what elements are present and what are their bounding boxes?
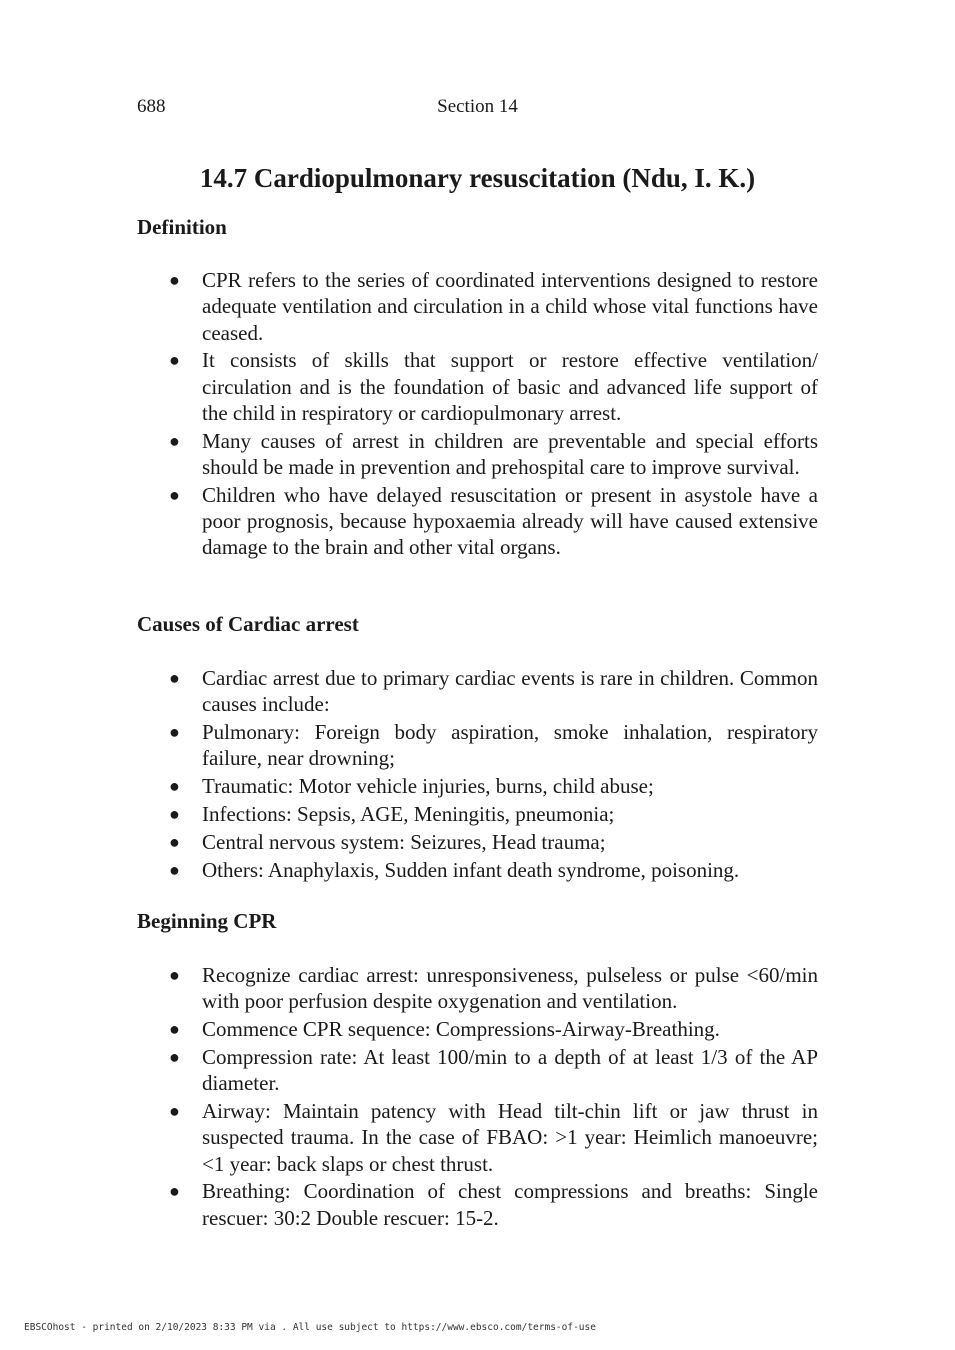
list-item (137, 267, 818, 346)
list-item-text: Cardiac arrest due to primary cardiac events is rare in children. Common causes include: (202, 666, 818, 717)
bullet-icon: ● (169, 803, 180, 824)
list-item-text: Traumatic: Motor vehicle injuries, burns, child abuse; (202, 774, 654, 799)
bullet-icon: ● (169, 722, 180, 743)
list-item-text: Recognize cardiac arrest: unresponsiveness, pulseless or pulse <60/min with poor perfusion despite oxygenation and ventilation. (202, 963, 818, 1014)
page-title: 14.7 Cardiopulmonary resuscitation (Ndu, I. K.) (199, 163, 756, 193)
list-item-text: Children who have delayed resuscitation or present in asystole have a poor prognosis, because hypoxaemia already will have caused extensive damage to the brain and other vital organs. (202, 482, 818, 560)
list-item-text: Pulmonary: Foreign body aspiration, smoke inhalation, respiratory failure, near drowning; (202, 720, 818, 771)
running-head: Section 14 (437, 96, 518, 117)
list-item-text: Central nervous system: Seizures, Head trauma; (202, 829, 606, 854)
list-item (137, 1044, 818, 1097)
bullet-icon: ● (169, 1100, 180, 1121)
list-item (137, 1178, 818, 1231)
list-item (137, 962, 818, 1015)
list-item (137, 719, 818, 772)
section-heading-causes: Causes of Cardiac arrest (137, 612, 359, 636)
list-item-text: Many causes of arrest in children are preventable and special efforts should be made in prevention and prehospital care to improve survival. (202, 428, 818, 480)
list-item (137, 428, 818, 481)
list-item (137, 857, 818, 883)
list-item (137, 829, 818, 855)
list-item (137, 801, 818, 827)
bullet-icon: ● (169, 668, 180, 688)
list-item (137, 482, 818, 561)
beginning-cpr-list (137, 962, 818, 1232)
list-item (137, 1016, 818, 1042)
list-item-text: Commence CPR sequence: Compressions-Airway-Breathing. (202, 1017, 720, 1042)
bullet-icon: ● (169, 484, 180, 505)
list-item (137, 665, 818, 718)
section-heading-beginning-cpr: Beginning CPR (137, 909, 277, 933)
list-item (137, 1098, 818, 1177)
bullet-icon: ● (169, 1046, 180, 1067)
section-heading-definition: Definition (137, 215, 227, 239)
list-item (137, 347, 818, 426)
page-number: 688 (137, 96, 166, 117)
causes-list (137, 665, 818, 884)
list-item (137, 773, 818, 799)
list-item-text: Airway: Maintain patency with Head tilt-chin lift or jaw thrust in suspected trauma. In the case of FBAO: >1 year: Heimlich manoeuvre; <1 year: back slaps or chest thrust. (202, 1098, 818, 1176)
bullet-icon: ● (169, 350, 180, 371)
page-header (137, 96, 818, 120)
bullet-icon: ● (169, 430, 180, 451)
list-item-text: Others: Anaphylaxis, Sudden infant death syndrome, poisoning. (202, 857, 740, 882)
bullet-icon: ● (169, 859, 180, 880)
list-item-text: Infections: Sepsis, AGE, Meningitis, pneumonia; (202, 801, 615, 826)
definition-list (137, 267, 818, 562)
list-item-text: Breathing: Coordination of chest compressions and breaths: Single rescuer: 30:2 Double rescuer: 15-2. (202, 1179, 818, 1230)
list-item-text: CPR refers to the series of coordinated interventions designed to restore adequate ventilation and circulation in a child whose vital functions have ceased. (202, 268, 818, 345)
list-item-text: It consists of skills that support or restore effective ventilation/ circulation and is the foundation of basic and advanced life support of the child in respiratory or cardiopulmonary arrest. (202, 348, 818, 425)
bullet-icon: ● (169, 776, 180, 797)
bullet-icon: ● (169, 965, 180, 985)
bullet-icon: ● (169, 831, 180, 852)
bullet-icon: ● (169, 1019, 180, 1040)
ebsco-footer: EBSCOhost - printed on 2/10/2023 8:33 PM via . All use subject to https://www.ebsco.com/terms-of-use (24, 1322, 596, 1333)
list-item-text: Compression rate: At least 100/min to a depth of at least 1/3 of the AP diameter. (202, 1044, 818, 1096)
bullet-icon: ● (169, 270, 180, 290)
bullet-icon: ● (169, 1181, 180, 1202)
